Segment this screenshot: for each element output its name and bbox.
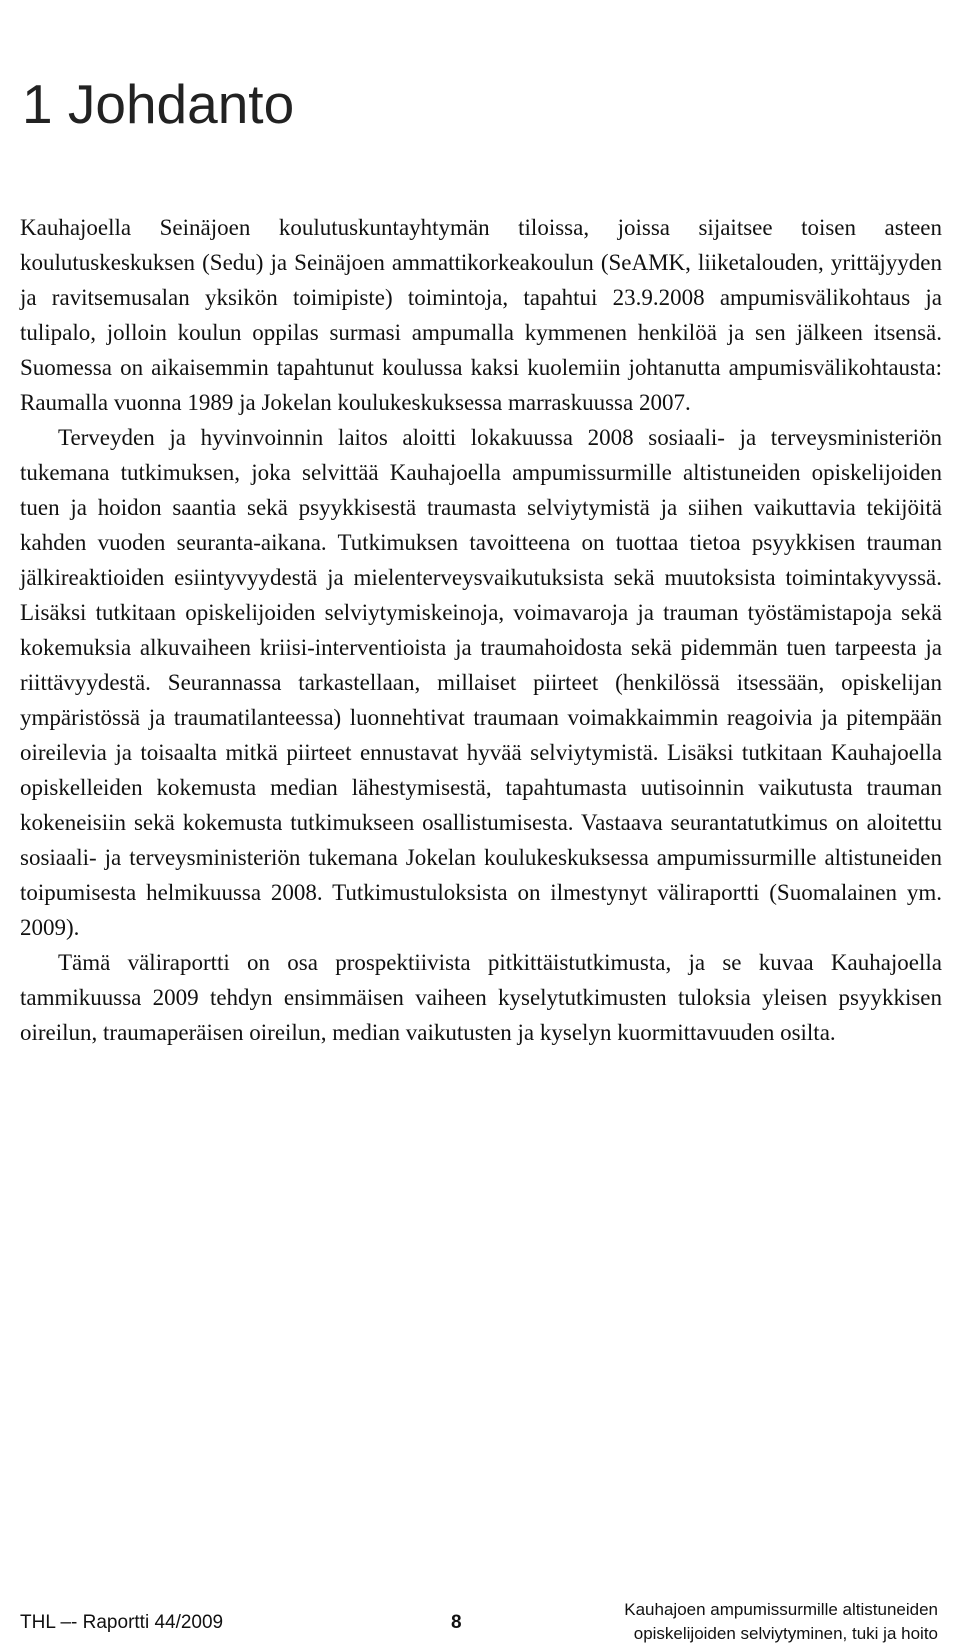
footer-title-line-1: Kauhajoen ampumissurmille altistuneiden [624, 1600, 938, 1619]
paragraph-study-description: Terveyden ja hyvinvoinnin laitos aloitti lokakuussa 2008 sosiaali- ja terveysministeriön tukemana tutkimuksen, joka selvittää Kauhajoella ampumissurmille altistuneiden opiskelijoiden tuen ja hoidon saantia sekä psyykkisestä traumasta selviytymistä ja siihen vaikuttavia tekijöitä kahden vuoden seuranta-aikana. Tutkimuksen tavoitteena on tuottaa tietoa psyykkisen trauman jälkireaktioiden esiintyvyydestä ja mielenterveysvaikutuksista sekä muutoksista toimintakyvyssä. Lisäksi tutkitaan opiskelijoiden selviytymiskeinoja, voimavaroja ja trauman työstämistapoja sekä kokemuksia alkuvaiheen kriisi-interventioista ja traumahoidosta sekä pidemmän tuen tarpeesta ja riittävyydestä. Seurannassa tarkastellaan, millaiset piirteet (henkilössä itsessään, opiskelijan ympäristössä ja traumatilanteessa) luonnehtivat traumaan voimakkaimmin reagoivia ja pitempään oireilevia ja toisaalta mitkä piirteet ennustavat hyvää selviytymistä. Lisäksi tutkitaan Kauhajoella opiskelleiden kokemusta median lähestymisestä, tapahtumasta uutisoinnin vaikutusta trauman kokeneisiin sekä kokemusta tutkimukseen osallistumisesta. Vastaava seurantatutkimus on aloitettu sosiaali- ja terveysministeriön tukemana Jokelan koulukeskuksessa ampumissurmille altistuneiden toipumisesta helmikuussa 2008. Tutkimustuloksista on ilmestynyt väliraportti (Suomalainen ym. 2009). [20, 425, 942, 940]
footer-title-line-2: opiskelijoiden selviytyminen, tuki ja hoito [633, 1624, 938, 1643]
page-footer [20, 1598, 938, 1648]
paragraph-intro: Kauhajoella Seinäjoen koulutuskuntayhtymän tiloissa, joissa sijaitsee toisen asteen koulutuskeskuksen (Sedu) ja Seinäjoen ammattikorkeakoulun (SeAMK, liiketalouden, yrittäjyyden ja ravitsemusalan yksikön toimipiste) toimintoja, tapahtui 23.9.2008 ampumisvälikohtaus ja tulipalo, jolloin koulun oppilas surmasi ampumalla kymmenen henkilöä ja sen jälkeen itsensä. Suomessa on aikaisemmin tapahtunut koulussa kaksi kuolemiin johtanutta ampumisvälikohtausta: Raumalla vuonna 1989 ja Jokelan koulukeskuksessa marraskuussa 2007. [20, 215, 942, 415]
footer-report-title [624, 1598, 938, 1646]
footer-page-number: 8 [451, 1612, 462, 1633]
chapter-heading: 1 Johdanto [22, 73, 295, 135]
paragraph-report-scope: Tämä väliraportti on osa prospektiivista pitkittäistutkimusta, ja se kuvaa Kauhajoella tammikuussa 2009 tehdyn ensimmäisen vaiheen kyselytutkimusten tuloksia yleisen psyykkisen oireilun, traumaperäisen oireilun, median vaikutusten ja kyselyn kuormittavuuden osilta. [20, 950, 942, 1045]
body-text [20, 210, 942, 1050]
footer-report-id: THL –- Raportti 44/2009 [20, 1612, 224, 1633]
